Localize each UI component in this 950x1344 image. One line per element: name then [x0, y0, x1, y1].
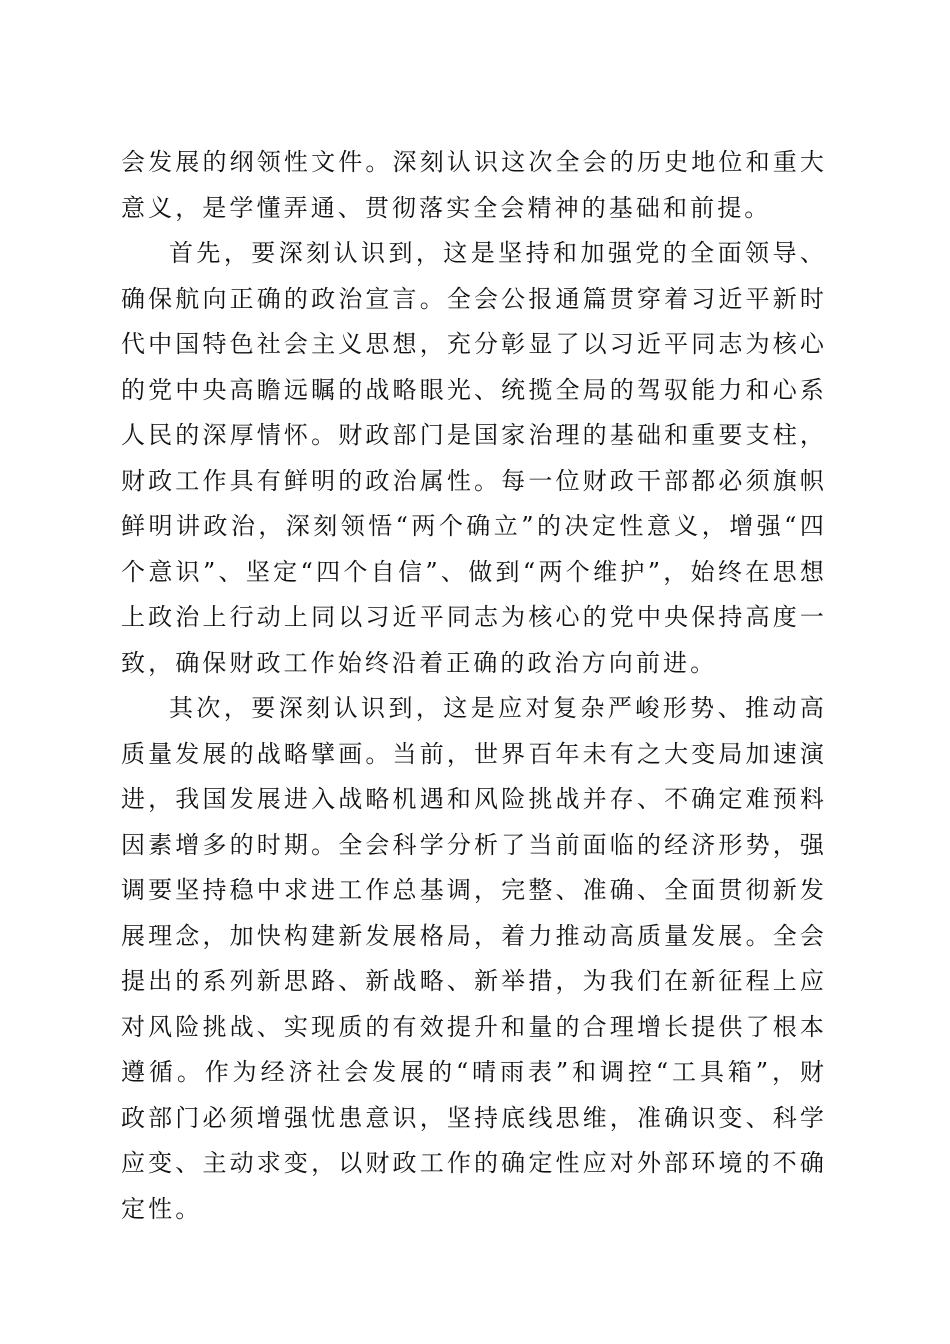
document-body [121, 140, 827, 1232]
paragraph-first-point: 首先，要深刻认识到，这是坚持和加强党的全面领导、确保航向正确的政治宣言。全会公报通篇贯穿着习近平新时代中国特色社会主义思想，充分彰显了以习近平同志为核心的党中央高瞻远瞩的战略眼光、统揽全局的驾驭能力和心系人民的深厚情怀。财政部门是国家治理的基础和重要支柱，财政工作具有鲜明的政治属性。每一位财政干部都必须旗帜鲜明讲政治，深刻领悟“两个确立”的决定性意义，增强“四个意识”、坚定“四个自信”、做到“两个维护”，始终在思想上政治上行动上同以习近平同志为核心的党中央保持高度一致，确保财政工作始终沿着正确的政治方向前进。 [121, 239, 827, 677]
paragraph-continuation: 会发展的纲领性文件。深刻认识这次全会的历史地位和重大意义，是学懂弄通、贯彻落实全会精神的基础和前提。 [121, 148, 827, 222]
paragraph-second-point: 其次，要深刻认识到，这是应对复杂严峻形势、推动高质量发展的战略擘画。当前，世界百年未有之大变局加速演进，我国发展进入战略机遇和风险挑战并存、不确定难预料因素增多的时期。全会科学分析了当前面临的经济形势，强调要坚持稳中求进工作总基调，完整、准确、全面贯彻新发展理念，加快构建新发展格局，着力推动高质量发展。全会提出的系列新思路、新战略、新举措，为我们在新征程上应对风险挑战、实现质的有效提升和量的合理增长提供了根本遵循。作为经济社会发展的“晴雨表”和调控“工具箱”，财政部门必须增强忧患意识，坚持底线思维，准确识变、科学应变、主动求变，以财政工作的确定性应对外部环境的不确定性。 [121, 694, 827, 1223]
